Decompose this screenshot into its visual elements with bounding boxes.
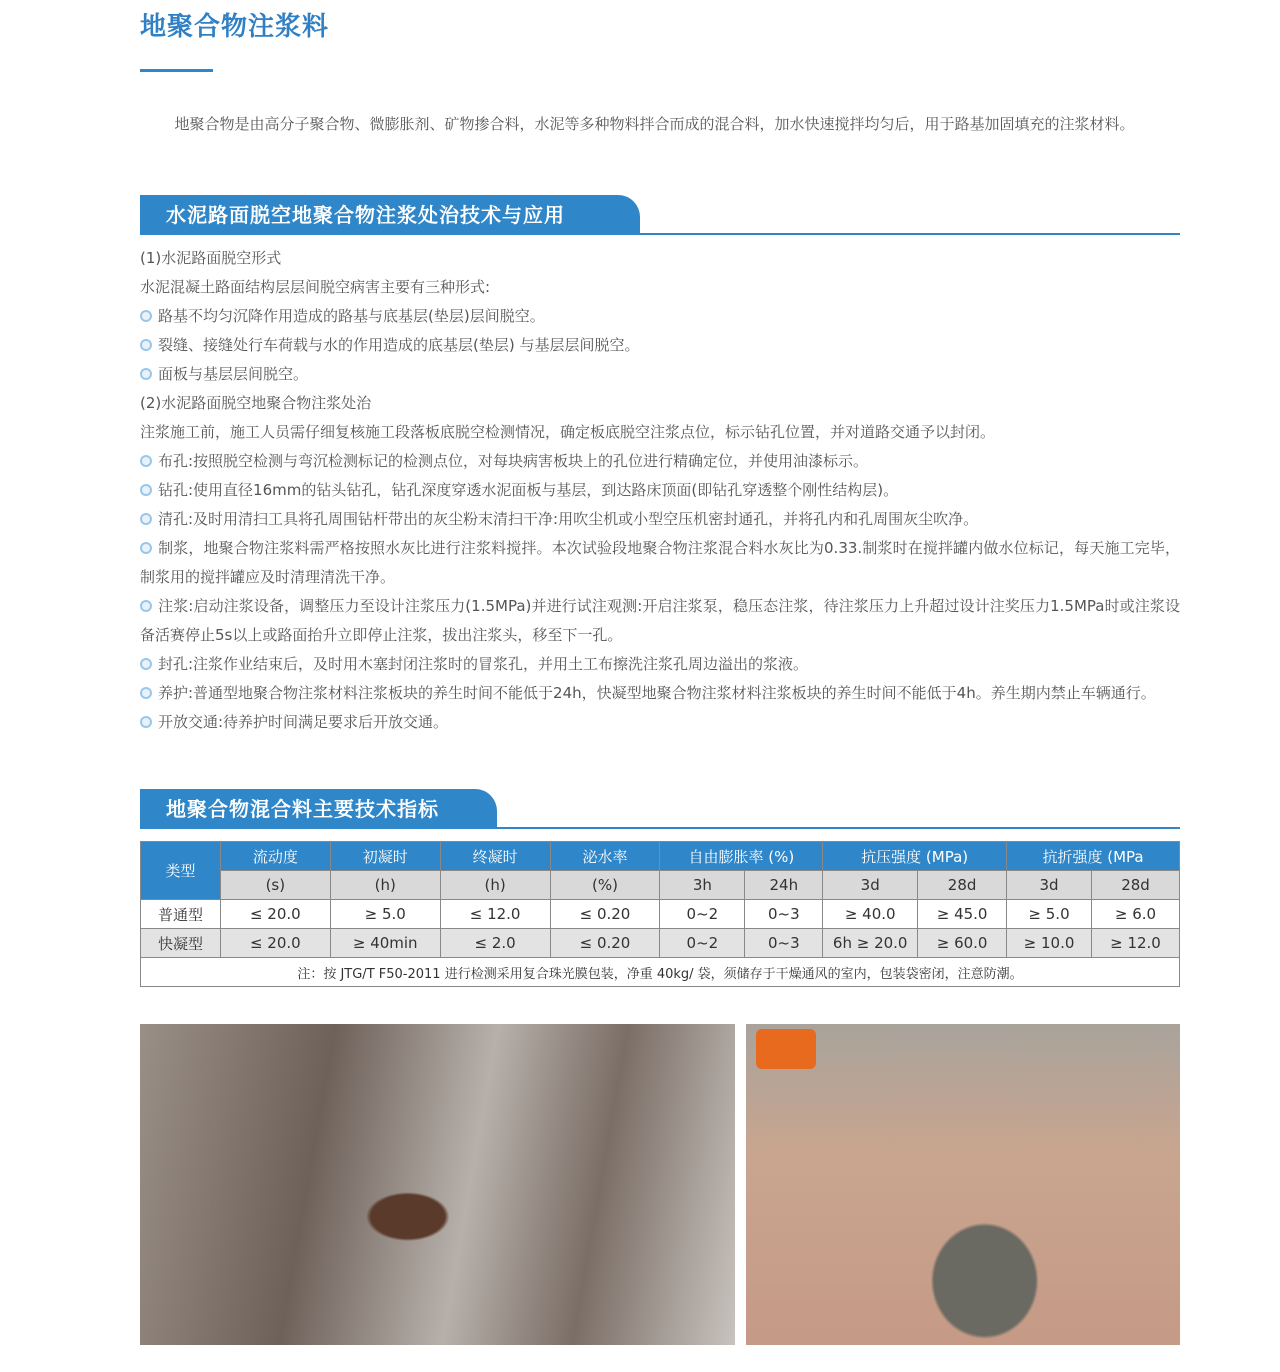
row-type: 快凝型 [141, 929, 221, 958]
sub-header: 3h [660, 871, 745, 900]
photo-worker-grouting [746, 1024, 1180, 1345]
line-text: (1)水泥路面脱空形式 [140, 249, 282, 267]
bullet-circle-icon [140, 687, 152, 699]
table-cell: ≥ 6.0 [1091, 900, 1179, 929]
table-cell: ≥ 60.0 [918, 929, 1007, 958]
line-text: 制浆，地聚合物注浆料需严格按照水灰比进行注浆料搅拌。本次试验段地聚合物注浆混合料水灰比为0.33.制浆时在搅拌罐内做水位标记，每天施工完毕，制浆用的搅拌罐应及时清理清洗干净。 [140, 539, 1180, 586]
group-header: 抗折强度 (MPa [1007, 842, 1180, 871]
sub-header: 28d [918, 871, 1007, 900]
table-cell: ≤ 12.0 [440, 900, 550, 929]
section-header-2 [140, 789, 1180, 829]
bullet-circle-icon [140, 658, 152, 670]
bullet-circle-icon [140, 368, 152, 380]
line-text: 裂缝、接缝处行车荷载与水的作用造成的底基层(垫层) 与基层层间脱空。 [158, 336, 640, 354]
table-cell: 0~3 [745, 929, 823, 958]
sub-header: 3d [1007, 871, 1092, 900]
table-cell: ≤ 2.0 [440, 929, 550, 958]
section-heading: 水泥路面脱空地聚合物注浆处治技术与应用 [140, 195, 640, 233]
table-note: 注：按 JTG/T F50-2011 进行检测采用复合珠光膜包装，净重 40kg/ 袋，须储存于干燥通风的室内，包装袋密闭，注意防潮。 [141, 958, 1180, 987]
body-line [140, 273, 1180, 302]
title-underline [140, 69, 213, 72]
group-header: 流动度 [220, 842, 330, 871]
body-line [140, 679, 1180, 708]
intro-paragraph: 地聚合物是由高分子聚合物、微膨胀剂、矿物掺合料，水泥等多种物料拌合而成的混合料，加水快速搅拌均匀后，用于路基加固填充的注浆材料。 [174, 115, 1135, 133]
body-line [140, 708, 1180, 737]
table-cell: ≤ 0.20 [550, 900, 660, 929]
table-cell: ≥ 10.0 [1007, 929, 1092, 958]
body-line [140, 505, 1180, 534]
table-cell: 6h ≥ 20.0 [823, 929, 918, 958]
line-text: 路基不均匀沉降作用造成的路基与底基层(垫层)层间脱空。 [158, 307, 545, 325]
body-line [140, 418, 1180, 447]
photo-grouting-hose [140, 1024, 735, 1345]
bullet-circle-icon [140, 339, 152, 351]
line-text: 布孔:按照脱空检测与弯沉检测标记的检测点位，对每块病害板块上的孔位进行精确定位，并使用油漆标示。 [158, 452, 869, 470]
type-header: 类型 [141, 842, 221, 900]
body-line [140, 244, 1180, 273]
line-text: 清孔:及时用清扫工具将孔周围钻杆带出的灰尘粉末清扫干净:用吹尘机或小型空压机密封通孔，并将孔内和孔周围灰尘吹净。 [158, 510, 979, 528]
section-1-body [140, 244, 1180, 737]
bullet-circle-icon [140, 310, 152, 322]
section-header-1 [140, 195, 1180, 235]
bullet-circle-icon [140, 542, 152, 554]
table-cell: ≥ 45.0 [918, 900, 1007, 929]
group-header: 泌水率 [550, 842, 660, 871]
table-cell: ≥ 40.0 [823, 900, 918, 929]
body-line [140, 302, 1180, 331]
body-line [140, 331, 1180, 360]
section-heading: 地聚合物混合料主要技术指标 [140, 789, 497, 827]
line-text: (2)水泥路面脱空地聚合物注浆处治 [140, 394, 372, 412]
body-line [140, 650, 1180, 679]
sub-header: 24h [745, 871, 823, 900]
body-line [140, 534, 1180, 592]
sub-header: (%) [550, 871, 660, 900]
page-title: 地聚合物注浆料 [140, 12, 330, 42]
body-line [140, 360, 1180, 389]
table-cell: ≤ 20.0 [220, 900, 330, 929]
line-text: 养护:普通型地聚合物注浆材料注浆板块的养生时间不能低于24h，快凝型地聚合物注浆材料注浆板块的养生时间不能低于4h。养生期内禁止车辆通行。 [158, 684, 1156, 702]
table-cell: 0~2 [660, 929, 745, 958]
row-type: 普通型 [141, 900, 221, 929]
table-cell: ≥ 5.0 [1007, 900, 1092, 929]
bullet-circle-icon [140, 455, 152, 467]
table-cell: 0~2 [660, 900, 745, 929]
body-line [140, 389, 1180, 418]
line-text: 水泥混凝土路面结构层层间脱空病害主要有三种形式: [140, 278, 491, 296]
table-cell: ≥ 5.0 [330, 900, 440, 929]
sub-header: (h) [330, 871, 440, 900]
table-row [141, 900, 1180, 929]
table-cell: ≥ 40min [330, 929, 440, 958]
group-header: 初凝时 [330, 842, 440, 871]
table-cell: ≤ 20.0 [220, 929, 330, 958]
line-text: 开放交通:待养护时间满足要求后开放交通。 [158, 713, 449, 731]
table-cell: ≤ 0.20 [550, 929, 660, 958]
group-header: 抗压强度 (MPa) [823, 842, 1007, 871]
worker-vest [756, 1029, 816, 1069]
body-line [140, 447, 1180, 476]
sub-header: 3d [823, 871, 918, 900]
line-text: 封孔:注浆作业结束后，及时用木塞封闭注浆时的冒浆孔，并用土工布擦洗注浆孔周边溢出的浆液。 [158, 655, 809, 673]
bullet-circle-icon [140, 513, 152, 525]
table-cell: ≥ 12.0 [1091, 929, 1179, 958]
table-cell: 0~3 [745, 900, 823, 929]
group-header: 终凝时 [440, 842, 550, 871]
sub-header: (s) [220, 871, 330, 900]
spec-table [140, 841, 1180, 987]
table-row [141, 929, 1180, 958]
line-text: 注浆施工前，施工人员需仔细复核施工段落板底脱空检测情况，确定板底脱空注浆点位，标示钻孔位置，并对道路交通予以封闭。 [140, 423, 996, 441]
body-line [140, 476, 1180, 505]
line-text: 面板与基层层间脱空。 [158, 365, 309, 383]
group-header: 自由膨胀率 (%) [660, 842, 823, 871]
sub-header: (h) [440, 871, 550, 900]
body-line [140, 592, 1180, 650]
bullet-circle-icon [140, 716, 152, 728]
line-text: 注浆:启动注浆设备，调整压力至设计注浆压力(1.5MPa)并进行试注观测:开启注浆泵，稳压态注浆，待注浆压力上升超过设计注奖压力1.5MPa时或注浆设备活赛停止5s以上或路面抬升立即停止注浆，拔出注浆头，移至下一孔。 [140, 597, 1180, 644]
bullet-circle-icon [140, 600, 152, 612]
bullet-circle-icon [140, 484, 152, 496]
line-text: 钻孔:使用直径16mm的钻头钻孔，钻孔深度穿透水泥面板与基层，到达路床顶面(即钻孔穿透整个刚性结构层)。 [158, 481, 899, 499]
sub-header: 28d [1091, 871, 1179, 900]
